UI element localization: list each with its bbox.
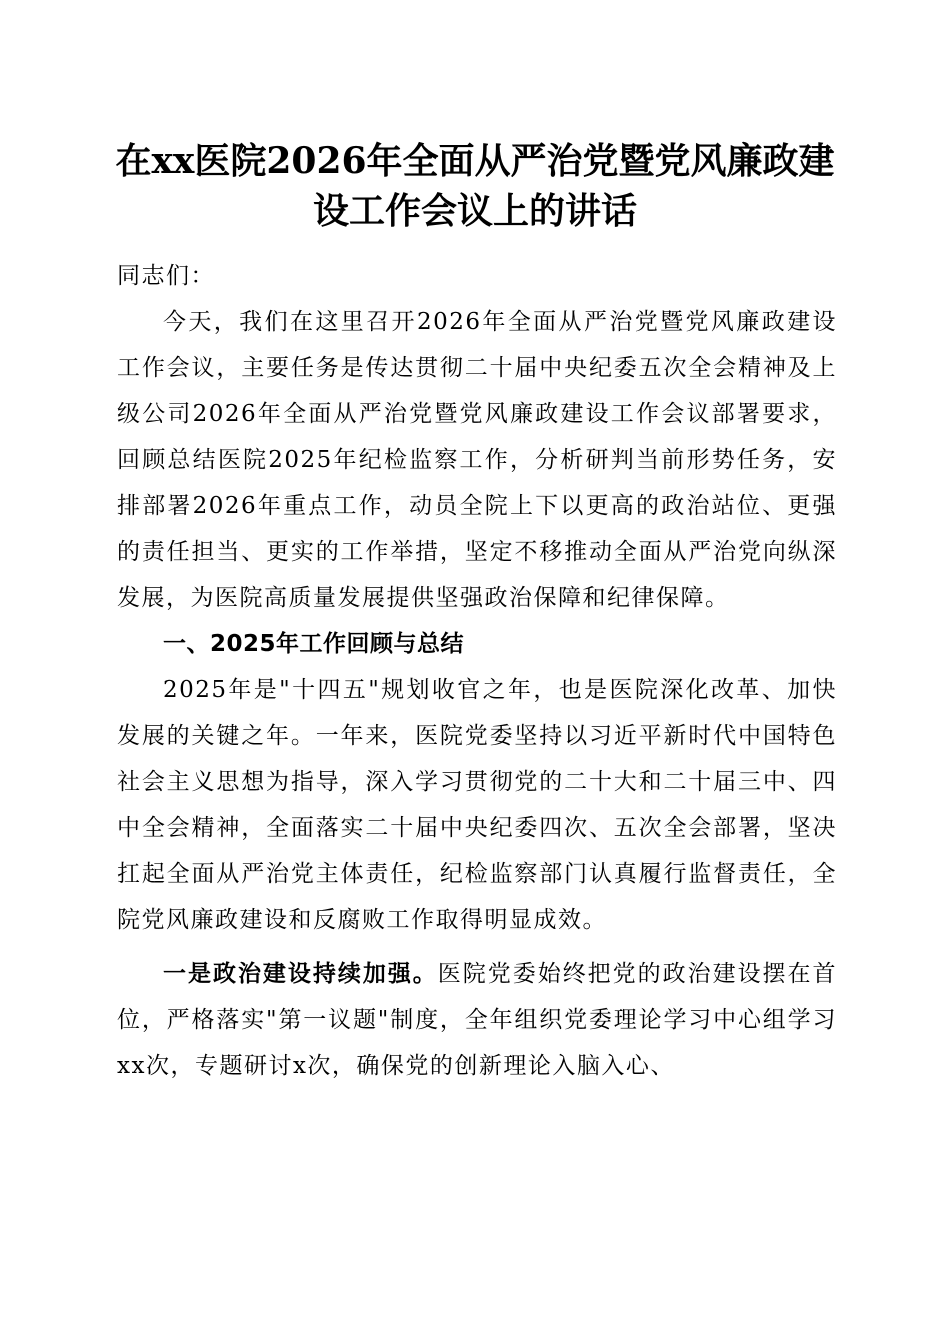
document-body bbox=[117, 253, 837, 1089]
paragraph-lead-phrase: 一是政治建设持续加强。 bbox=[163, 960, 438, 987]
document-title: 在xx医院2026年全面从严治党暨党风廉政建设工作会议上的讲话 bbox=[115, 140, 835, 232]
section-paragraph: 2025年是"十四五"规划收官之年，也是医院深化改革、加快发展的关键之年。一年来，医院党委坚持以习近平新时代中国特色社会主义思想为指导，深入学习贯彻党的二十大和二十届三中、四中全会精神，全面落实二十届中央纪委四次、五次全会部署，坚决扛起全面从严治党主体责任，纪检监察部门认真履行监督责任，全院党风廉政建设和反腐败工作取得明显成效。 bbox=[117, 677, 837, 933]
section-heading: 一、2025年工作回顾与总结 bbox=[163, 631, 465, 657]
greeting: 同志们： bbox=[117, 263, 215, 289]
paragraph-body-text: 医院党委始终把党的政治建设摆在首位，严格落实"第一议题"制度，全年组织党委理论学习中心组学习xx次，专题研讨x次，确保党的创新理论入脑入心、 bbox=[117, 961, 838, 1079]
intro-paragraph: 今天，我们在这里召开2026年全面从严治党暨党风廉政建设工作会议，主要任务是传达贯彻二十届中央纪委五次全会精神及上级公司2026年全面从严治党暨党风廉政建设工作会议部署要求，回顾总结医院2025年纪检监察工作，分析研判当前形势任务，安排部署2026年重点工作，动员全院上下以更高的政治站位、更强的责任担当、更实的工作举措，坚定不移推动全面从严治党向纵深发展，为医院高质量发展提供坚强政治保障和纪律保障。 bbox=[117, 309, 837, 611]
section-paragraph-lead bbox=[117, 951, 837, 1089]
